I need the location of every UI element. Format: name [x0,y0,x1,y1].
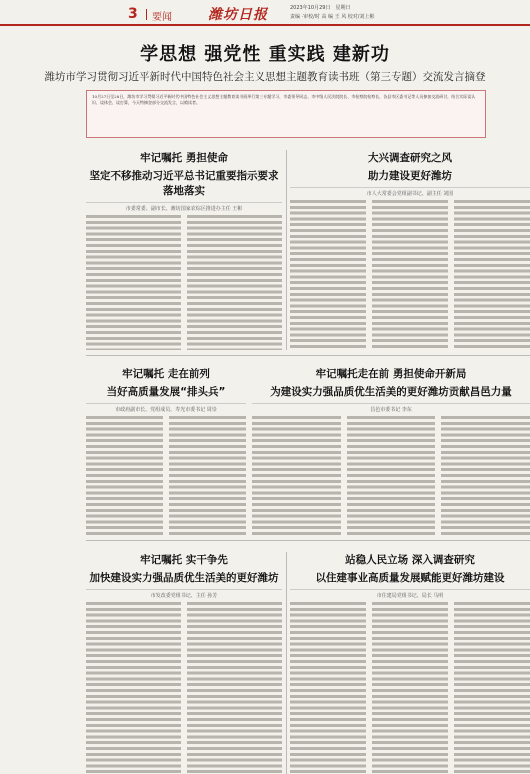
text-column [86,215,181,350]
text-column [372,602,448,774]
masthead [0,0,530,26]
section-divider-line [86,355,530,356]
article-byline: 市住建局党组书记、局长 马明 [290,589,530,599]
article-body [86,416,246,536]
text-column [169,416,246,536]
article-kicker: 牢记嘱托走在前 勇担使命开新局 [315,368,467,380]
article-5 [86,552,282,774]
page-number: 3 [128,6,138,22]
section-label: 要闻 [152,12,172,23]
article-headline: 坚定不移推动习近平总书记重要指示要求落地落实 [89,170,279,197]
article-byline: 市发改委党组书记、主任 孙芳 [86,589,282,599]
article-headline: 加快建设实力强品质优生活美的更好潍坊 [89,572,279,584]
article-4 [252,366,530,536]
column-divider-line [286,552,287,774]
article-1 [86,150,282,350]
article-3 [86,366,246,536]
text-column [290,200,366,350]
text-column [187,215,282,350]
article-kicker: 牢记嘱托 走在前列 [122,368,210,380]
article-6 [290,552,530,774]
article-kicker: 牢记嘱托 实干争先 [140,554,228,566]
editor-line: 责编 ·审校/时 高 编 王 风 校对/刘上彬 [290,14,375,20]
article-kicker: 大兴调查研究之风 [368,152,452,164]
article-headline: 以住建事业高质量发展赋能更好潍坊建设 [315,572,505,584]
text-column [454,200,530,350]
article-headline: 当好高质量发展“排头兵” [106,386,226,398]
text-column [187,602,282,774]
intro-box [86,90,486,138]
page-subtitle: 潍坊市学习贯彻习近平新时代中国特色社会主义思想主题教育读书班（第三专题）交流发言摘登 [44,71,486,83]
text-column [252,416,341,536]
article-headline: 为建设实力强品质优生活美的更好潍坊贡献昌邑力量 [270,386,512,398]
text-column [290,602,366,774]
paper-logo: 潍坊日报 [208,7,268,23]
article-byline: 市委常委、副市长、潍坊国家农综区推进办主任 王彬 [86,202,282,212]
intro-text: 10月27日至28日，潍坊市学习贯彻习近平新时代中国特色社会主义思想主题教育读书班举行第三专题学习，市委领导同志、市中级人民法院院长、市检察院检察长，各县市区委书记等人员参加交流研讨，结合实际谈认识、谈体会、谈打算，今天特摘登部分交流发言，以飨读者。 [92,94,476,105]
article-byline: 市政府副市长、党组成员、寿光市委书记 周崇 [86,403,246,413]
text-column [86,602,181,774]
text-column [347,416,436,536]
article-byline: 市人大常委会党组副书记、副主任 刘国 [290,187,530,197]
article-body [86,602,282,774]
article-kicker: 站稳人民立场 深入调查研究 [345,554,475,566]
article-body [86,215,282,350]
page-title: 学思想 强党性 重实践 建新功 [140,44,390,65]
article-body [290,200,530,350]
column-divider-line [286,150,287,350]
article-2 [290,150,530,350]
article-byline: 昌邑市委书记 李东 [252,403,530,413]
date-line: 2023年10月29日 星期日 [290,5,351,11]
article-body [290,602,530,774]
text-column [86,416,163,536]
article-kicker: 牢记嘱托 勇担使命 [140,152,228,164]
text-column [372,200,448,350]
text-column [454,602,530,774]
section-divider [146,9,147,20]
text-column [441,416,530,536]
article-headline: 助力建设更好潍坊 [368,170,452,182]
article-body [252,416,530,536]
section-divider-line [86,540,530,541]
